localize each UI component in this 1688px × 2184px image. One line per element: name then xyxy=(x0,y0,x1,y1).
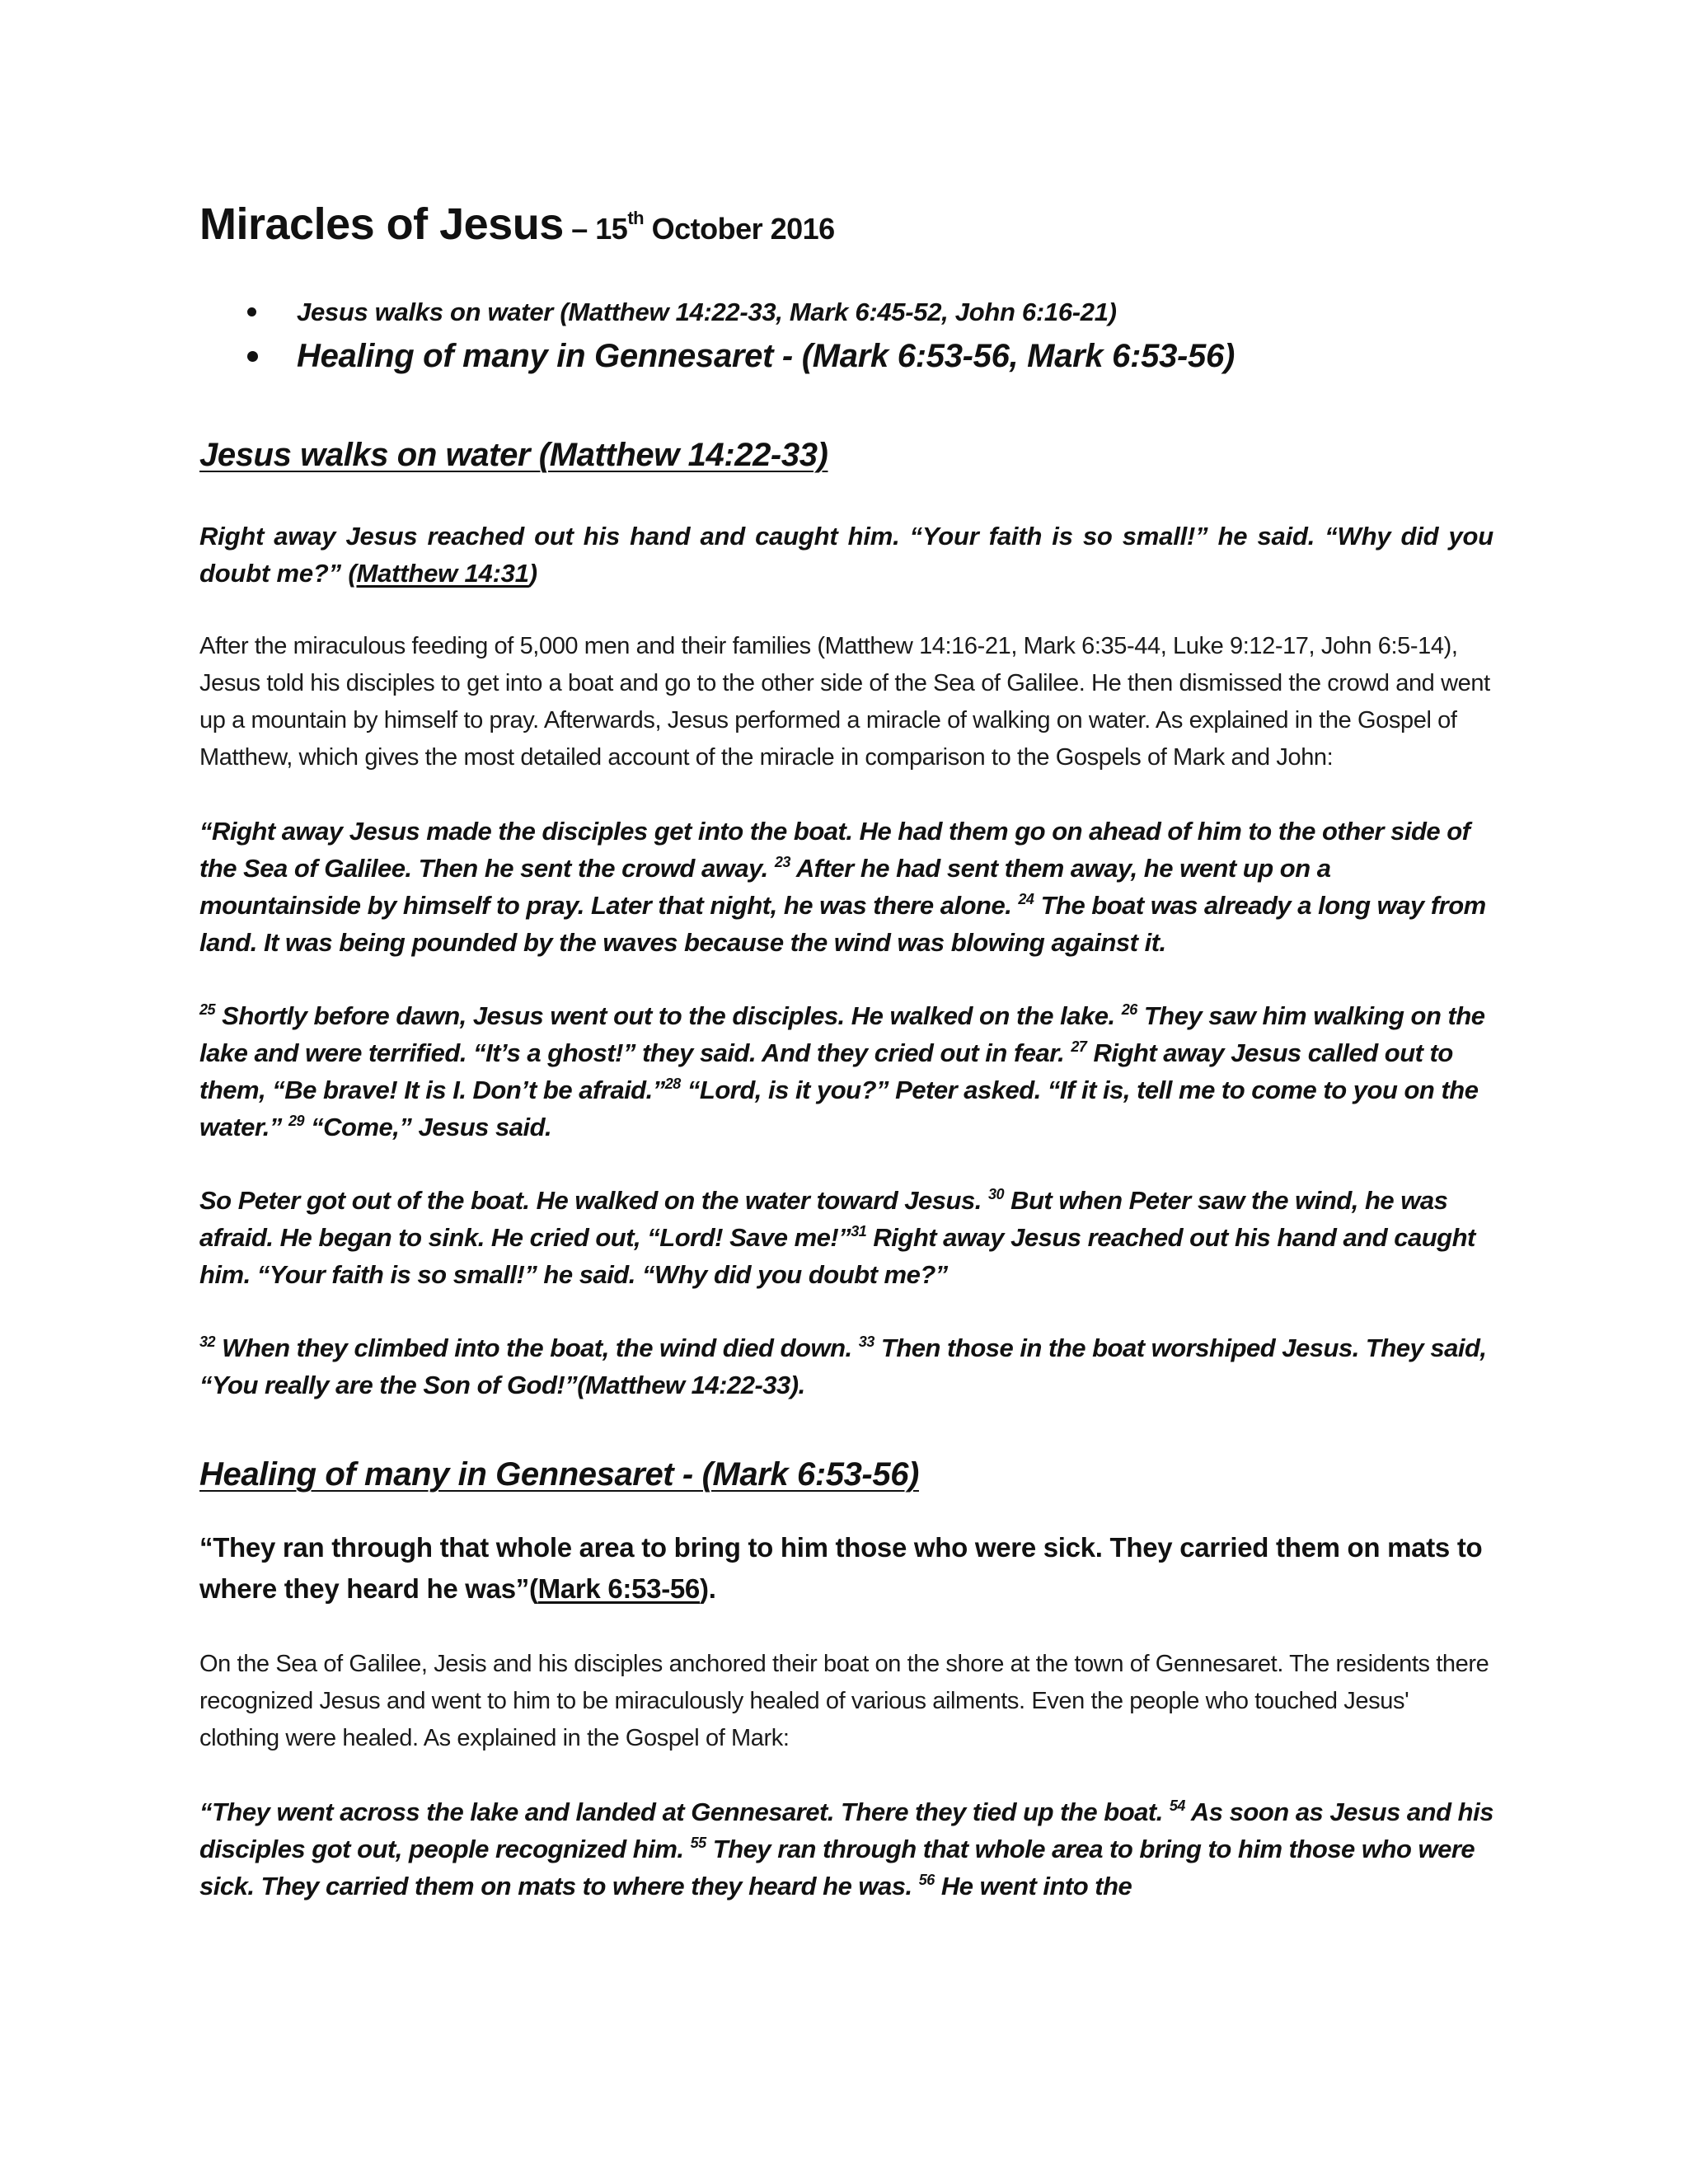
scripture-reference: Matthew 14:31 xyxy=(356,559,529,588)
verse-number: 23 xyxy=(774,854,790,870)
verse-number: 28 xyxy=(664,1076,681,1092)
section-heading-walks-on-water: Jesus walks on water (Matthew 14:22-33) xyxy=(199,437,828,473)
scripture-quote: So Peter got out of the boat. He walked on the water toward Jesus. $^{30}$ But when Peter saw the wind, he was afraid. He began to sink. He cried out, “Lord! Save me!”$^{31}$ Right away Jesus reached out his hand and caught him. “Your faith is so small!” he said. “Why did you doubt me?” xyxy=(199,1186,1475,1289)
verse-number: 32 xyxy=(199,1333,216,1350)
key-verse: “They ran through that whole area to bring to him those who were sick. They carried them on mats to where they heard he was”(Mark 6:53-56). xyxy=(199,1532,1483,1604)
topic-item: Jesus walks on water (Matthew 14:22-33, Mark 6:45-52, John 6:16-21) xyxy=(247,293,1493,331)
date-ordinal-suffix: th xyxy=(627,208,645,228)
body-paragraph: On the Sea of Galilee, Jesis and his disciples anchored their boat on the shore at the town of Gennesaret. The residents there recognized Jesus and went to him to be miraculously healed of various ailments. Even the people who touched Jesus' clothing were healed. As explained in the Gospel of Mark: xyxy=(199,1651,1489,1751)
verse-number: 25 xyxy=(199,1001,216,1018)
verse-number: 27 xyxy=(1071,1038,1087,1055)
key-verse: Right away Jesus reached out his hand and caught him. “Your faith is so small!” he said. “Why did you doubt me?” (Matthew 14:31) xyxy=(199,522,1493,588)
scripture-quote: $^{25}$ Shortly before dawn, Jesus went out to the disciples. He walked on the lake. $^{26}$ They saw him walking on the lake and were terrified. “It’s a ghost!” they said. And they cried out in fear. $^{27}$ Right away Jesus called out to them, “Be brave! It is I. Don’t be afraid.”$^{28}$ “Lord, is it you?” Peter asked. “If it is, tell me to come to you on the water.” $^{29}$ “Come,” Jesus said. xyxy=(199,1001,1485,1141)
verse-number: 54 xyxy=(1169,1797,1185,1814)
topics-list xyxy=(199,293,1493,379)
body-paragraph: After the miraculous feeding of 5,000 men and their families (Matthew 14:16-21, Mark 6:35-44, Luke 9:12-17, John 6:5-14), Jesus told his disciples to get into a boat and go to the other side of the Sea of Galilee. He then dismissed the crowd and went up a mountain by himself to pray. Afterwards, Jesus performed a miracle of walking on water. As explained in the Gospel of Matthew, which gives the most detailed account of the miracle in comparison to the Gospels of Mark and John: xyxy=(199,633,1490,771)
section-heading-gennesaret: Healing of many in Gennesaret - (Mark 6:53-56) xyxy=(199,1456,919,1493)
scripture-quote: “They went across the lake and landed at Gennesaret. There they tied up the boat. $^{54}$ As soon as Jesus and his disciples got out, people recognized him. $^{55}$ They ran through that whole area to bring to him those who were sick. They carried them on mats to where they heard he was. $^{56}$ He went into the xyxy=(199,1797,1493,1900)
verse-number: 29 xyxy=(288,1113,305,1129)
verse-number: 26 xyxy=(1121,1001,1137,1018)
verse-number: 55 xyxy=(690,1835,706,1851)
verse-number: 30 xyxy=(987,1186,1004,1202)
title-date: – 15th October 2016 xyxy=(563,208,835,246)
page-title xyxy=(199,198,1493,255)
verse-number: 33 xyxy=(858,1333,874,1350)
verse-number: 31 xyxy=(851,1223,867,1240)
verse-number: 24 xyxy=(1018,891,1034,907)
document-page xyxy=(199,198,1493,1905)
verse-number: 56 xyxy=(918,1872,935,1888)
scripture-quote: $^{32}$ When they climbed into the boat, the wind died down. $^{33}$ Then those in the boat worshiped Jesus. They said, “You really are the Son of God!”(Matthew 14:22-33). xyxy=(199,1333,1487,1399)
scripture-quote: “Right away Jesus made the disciples get into the boat. He had them go on ahead of him to the other side of the Sea of Galilee. Then he sent the crowd away. $^{23}$ After he had sent them away, he went up on a mountainside by himself to pray. Later that night, he was there alone. $^{24}$ The boat was already a long way from land. It was being pounded by the waves because the wind was blowing against it. xyxy=(199,817,1486,957)
scripture-reference: Mark 6:53-56 xyxy=(537,1573,700,1604)
title-main: Miracles of Jesus xyxy=(199,199,564,249)
topic-item: Healing of many in Gennesaret - (Mark 6:53-56, Mark 6:53-56) xyxy=(247,333,1493,379)
